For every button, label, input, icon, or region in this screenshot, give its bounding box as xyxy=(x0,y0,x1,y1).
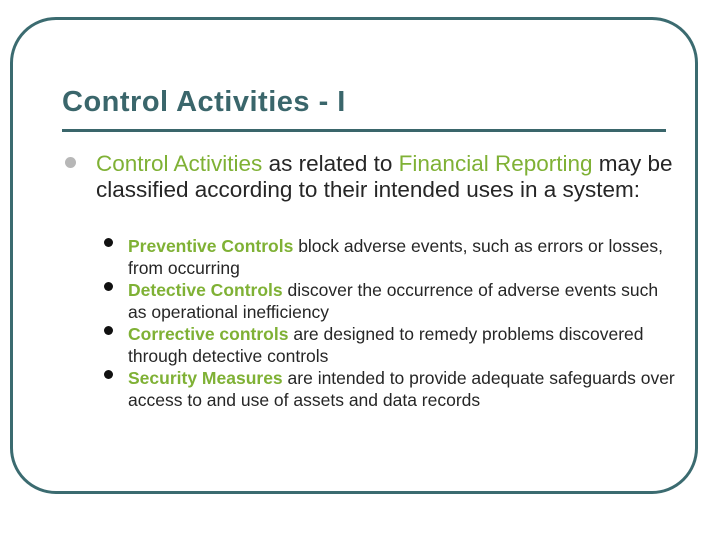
sub-point-term: Detective Controls xyxy=(128,280,283,300)
term-control-activities: Control Activities xyxy=(96,151,263,176)
title-underline xyxy=(62,129,666,132)
sub-point-term: Security Measures xyxy=(128,368,283,388)
main-bullet-icon xyxy=(65,157,76,168)
slide-title: Control Activities - I xyxy=(62,86,346,118)
sub-point-security xyxy=(104,367,679,411)
sub-point-detective xyxy=(104,279,679,323)
term-financial-reporting: Financial Reporting xyxy=(398,151,593,176)
sub-point-term: Preventive Controls xyxy=(128,236,294,256)
sub-bullet-icon xyxy=(104,326,113,335)
main-point-text-2: may be classified according to their intended uses in a system: xyxy=(96,151,673,202)
sub-point-text: block adverse events, such as errors or losses, from occurring xyxy=(128,236,663,278)
sub-point-preventive xyxy=(104,235,679,279)
main-point xyxy=(96,151,696,203)
sub-bullet-icon xyxy=(104,370,113,379)
sub-point-text: are intended to provide adequate safeguards over access to and use of assets and data records xyxy=(128,368,675,410)
sub-point-text: are designed to remedy problems discovered through detective controls xyxy=(128,324,644,366)
main-point-text-1: as related to xyxy=(262,151,399,176)
sub-point-term: Corrective controls xyxy=(128,324,289,344)
sub-bullet-icon xyxy=(104,282,113,291)
sub-point-text: discover the occurrence of adverse events such as operational inefficiency xyxy=(128,280,659,322)
sub-point-list xyxy=(104,235,679,411)
sub-bullet-icon xyxy=(104,238,113,247)
sub-point-corrective xyxy=(104,323,679,367)
